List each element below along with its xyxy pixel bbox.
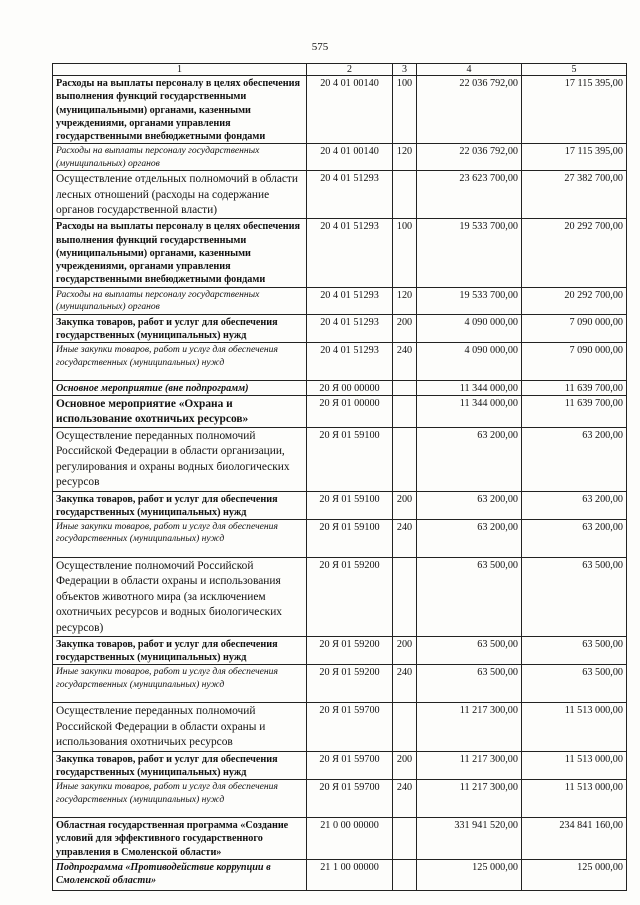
row-amount-cell: 17 115 395,00: [522, 76, 627, 144]
row-expense-type-cell: 240: [393, 343, 417, 381]
row-amount-cell: 11 513 000,00: [522, 751, 627, 780]
row-amount-cell: 63 200,00: [417, 520, 522, 558]
row-amount-cell: 63 500,00: [417, 636, 522, 665]
row-amount-cell: 23 623 700,00: [417, 171, 522, 219]
row-code-cell: 20 Я 00 00000: [307, 381, 393, 396]
row-name-cell: Осуществление отдельных полномочий в области лесных отношений (расходы на содержание органов государственной власти): [53, 171, 307, 219]
row-amount-cell: 19 533 700,00: [417, 287, 522, 314]
column-header-cell: 1: [53, 64, 307, 76]
row-name-cell: Закупка товаров, работ и услуг для обеспечения государственных (муниципальных) нужд: [53, 636, 307, 665]
row-code-cell: 20 Я 01 59700: [307, 780, 393, 818]
row-name-cell: Областная государственная программа «Создание условий для эффективного государственного управления в Смоленской области»: [53, 818, 307, 860]
table-row: [53, 343, 627, 381]
row-amount-cell: 11 344 000,00: [417, 381, 522, 396]
row-name-cell: Основное мероприятие (вне подпрограмм): [53, 381, 307, 396]
row-amount-cell: 7 090 000,00: [522, 343, 627, 381]
table-row: [53, 314, 627, 343]
row-code-cell: 20 4 01 00140: [307, 144, 393, 171]
row-name-cell: Закупка товаров, работ и услуг для обеспечения государственных (муниципальных) нужд: [53, 751, 307, 780]
row-amount-cell: 19 533 700,00: [417, 219, 522, 287]
row-expense-type-cell: [393, 381, 417, 396]
row-amount-cell: 125 000,00: [417, 859, 522, 890]
row-amount-cell: 63 200,00: [417, 427, 522, 491]
row-amount-cell: 17 115 395,00: [522, 144, 627, 171]
row-code-cell: 20 4 01 51293: [307, 219, 393, 287]
row-name-cell: Расходы на выплаты персоналу в целях обеспечения выполнения функций государственными (муниципальными) органами, казенными учреждениями, органами управления государственными внебюджетными фондами: [53, 219, 307, 287]
row-amount-cell: 63 200,00: [522, 491, 627, 520]
row-amount-cell: 20 292 700,00: [522, 287, 627, 314]
row-amount-cell: 11 513 000,00: [522, 780, 627, 818]
row-name-cell: Осуществление переданных полномочий Российской Федерации в области организации, регулирования и охраны водных биологических ресурсов: [53, 427, 307, 491]
row-expense-type-cell: 200: [393, 751, 417, 780]
row-name-cell: Закупка товаров, работ и услуг для обеспечения государственных (муниципальных) нужд: [53, 491, 307, 520]
table-row: [53, 76, 627, 144]
row-code-cell: 20 4 01 51293: [307, 171, 393, 219]
table-row: [53, 427, 627, 491]
row-expense-type-cell: 200: [393, 491, 417, 520]
row-expense-type-cell: [393, 703, 417, 751]
row-amount-cell: 63 200,00: [522, 520, 627, 558]
row-name-cell: Осуществление переданных полномочий Российской Федерации в области охраны и использования охотничьих ресурсов: [53, 703, 307, 751]
row-amount-cell: 27 382 700,00: [522, 171, 627, 219]
row-amount-cell: 63 500,00: [522, 665, 627, 703]
row-amount-cell: 11 217 300,00: [417, 751, 522, 780]
row-code-cell: 20 Я 01 59100: [307, 520, 393, 558]
row-name-cell: Иные закупки товаров, работ и услуг для обеспечения государственных (муниципальных) нужд: [53, 665, 307, 703]
row-amount-cell: 63 500,00: [522, 636, 627, 665]
row-code-cell: 20 4 01 51293: [307, 314, 393, 343]
row-amount-cell: 22 036 792,00: [417, 76, 522, 144]
row-code-cell: 20 Я 01 59100: [307, 491, 393, 520]
row-name-cell: Расходы на выплаты персоналу в целях обеспечения выполнения функций государственными (муниципальными) органами, казенными учреждениями, органами управления государственными внебюджетными фондами: [53, 76, 307, 144]
row-code-cell: 20 Я 01 59200: [307, 636, 393, 665]
row-code-cell: 20 Я 01 59700: [307, 703, 393, 751]
column-header-cell: 4: [417, 64, 522, 76]
row-amount-cell: 11 217 300,00: [417, 703, 522, 751]
row-amount-cell: 11 639 700,00: [522, 381, 627, 396]
column-number-header: [53, 64, 627, 76]
row-expense-type-cell: 120: [393, 144, 417, 171]
table-row: [53, 171, 627, 219]
budget-table: [52, 63, 627, 891]
table-row: [53, 859, 627, 890]
row-amount-cell: 63 200,00: [417, 491, 522, 520]
row-expense-type-cell: [393, 427, 417, 491]
table-row: [53, 491, 627, 520]
row-code-cell: 21 1 00 00000: [307, 859, 393, 890]
row-expense-type-cell: 200: [393, 636, 417, 665]
row-amount-cell: 63 500,00: [522, 558, 627, 637]
row-amount-cell: 234 841 160,00: [522, 818, 627, 860]
row-amount-cell: 11 344 000,00: [417, 396, 522, 428]
table-row: [53, 751, 627, 780]
row-amount-cell: 331 941 520,00: [417, 818, 522, 860]
row-expense-type-cell: [393, 396, 417, 428]
row-expense-type-cell: [393, 558, 417, 637]
row-amount-cell: 63 500,00: [417, 665, 522, 703]
row-expense-type-cell: 200: [393, 314, 417, 343]
table-row: [53, 665, 627, 703]
table-row: [53, 219, 627, 287]
row-code-cell: 20 Я 01 59100: [307, 427, 393, 491]
row-name-cell: Осуществление полномочий Российской Федерации в области охраны и использования объектов животного мира (за исключением охотничьих ресурсов и водных биологических ресурсов): [53, 558, 307, 637]
row-code-cell: 21 0 00 00000: [307, 818, 393, 860]
row-name-cell: Расходы на выплаты персоналу государственных (муниципальных) органов: [53, 144, 307, 171]
row-amount-cell: 4 090 000,00: [417, 314, 522, 343]
row-amount-cell: 22 036 792,00: [417, 144, 522, 171]
table-row: [53, 780, 627, 818]
row-expense-type-cell: 240: [393, 665, 417, 703]
page-number: 575: [311, 41, 329, 53]
row-code-cell: 20 Я 01 00000: [307, 396, 393, 428]
column-header-cell: 3: [393, 64, 417, 76]
row-name-cell: Закупка товаров, работ и услуг для обеспечения государственных (муниципальных) нужд: [53, 314, 307, 343]
row-code-cell: 20 Я 01 59200: [307, 558, 393, 637]
table-row: [53, 703, 627, 751]
table-row: [53, 818, 627, 860]
row-amount-cell: 11 217 300,00: [417, 780, 522, 818]
row-amount-cell: 7 090 000,00: [522, 314, 627, 343]
row-name-cell: Иные закупки товаров, работ и услуг для обеспечения государственных (муниципальных) нужд: [53, 780, 307, 818]
table-row: [53, 558, 627, 637]
row-expense-type-cell: 100: [393, 76, 417, 144]
row-amount-cell: 20 292 700,00: [522, 219, 627, 287]
row-amount-cell: 4 090 000,00: [417, 343, 522, 381]
row-amount-cell: 11 513 000,00: [522, 703, 627, 751]
table-row: [53, 396, 627, 428]
row-name-cell: Расходы на выплаты персоналу государственных (муниципальных) органов: [53, 287, 307, 314]
row-amount-cell: 125 000,00: [522, 859, 627, 890]
table-row: [53, 381, 627, 396]
row-expense-type-cell: 100: [393, 219, 417, 287]
row-name-cell: Основное мероприятие «Охрана и использование охотничьих ресурсов»: [53, 396, 307, 428]
row-expense-type-cell: [393, 818, 417, 860]
table-row: [53, 287, 627, 314]
row-expense-type-cell: 240: [393, 520, 417, 558]
row-code-cell: 20 Я 01 59700: [307, 751, 393, 780]
row-amount-cell: 63 200,00: [522, 427, 627, 491]
table-row: [53, 144, 627, 171]
row-amount-cell: 11 639 700,00: [522, 396, 627, 428]
row-expense-type-cell: [393, 171, 417, 219]
row-name-cell: Подпрограмма «Противодействие коррупции в Смоленской области»: [53, 859, 307, 890]
table-row: [53, 520, 627, 558]
table-row: [53, 636, 627, 665]
row-code-cell: 20 4 01 51293: [307, 343, 393, 381]
row-code-cell: 20 4 01 51293: [307, 287, 393, 314]
row-amount-cell: 63 500,00: [417, 558, 522, 637]
row-expense-type-cell: 120: [393, 287, 417, 314]
column-header-cell: 5: [522, 64, 627, 76]
row-code-cell: 20 4 01 00140: [307, 76, 393, 144]
row-expense-type-cell: 240: [393, 780, 417, 818]
row-name-cell: Иные закупки товаров, работ и услуг для обеспечения государственных (муниципальных) нужд: [53, 520, 307, 558]
row-expense-type-cell: [393, 859, 417, 890]
row-code-cell: 20 Я 01 59200: [307, 665, 393, 703]
row-name-cell: Иные закупки товаров, работ и услуг для обеспечения государственных (муниципальных) нужд: [53, 343, 307, 381]
column-header-cell: 2: [307, 64, 393, 76]
